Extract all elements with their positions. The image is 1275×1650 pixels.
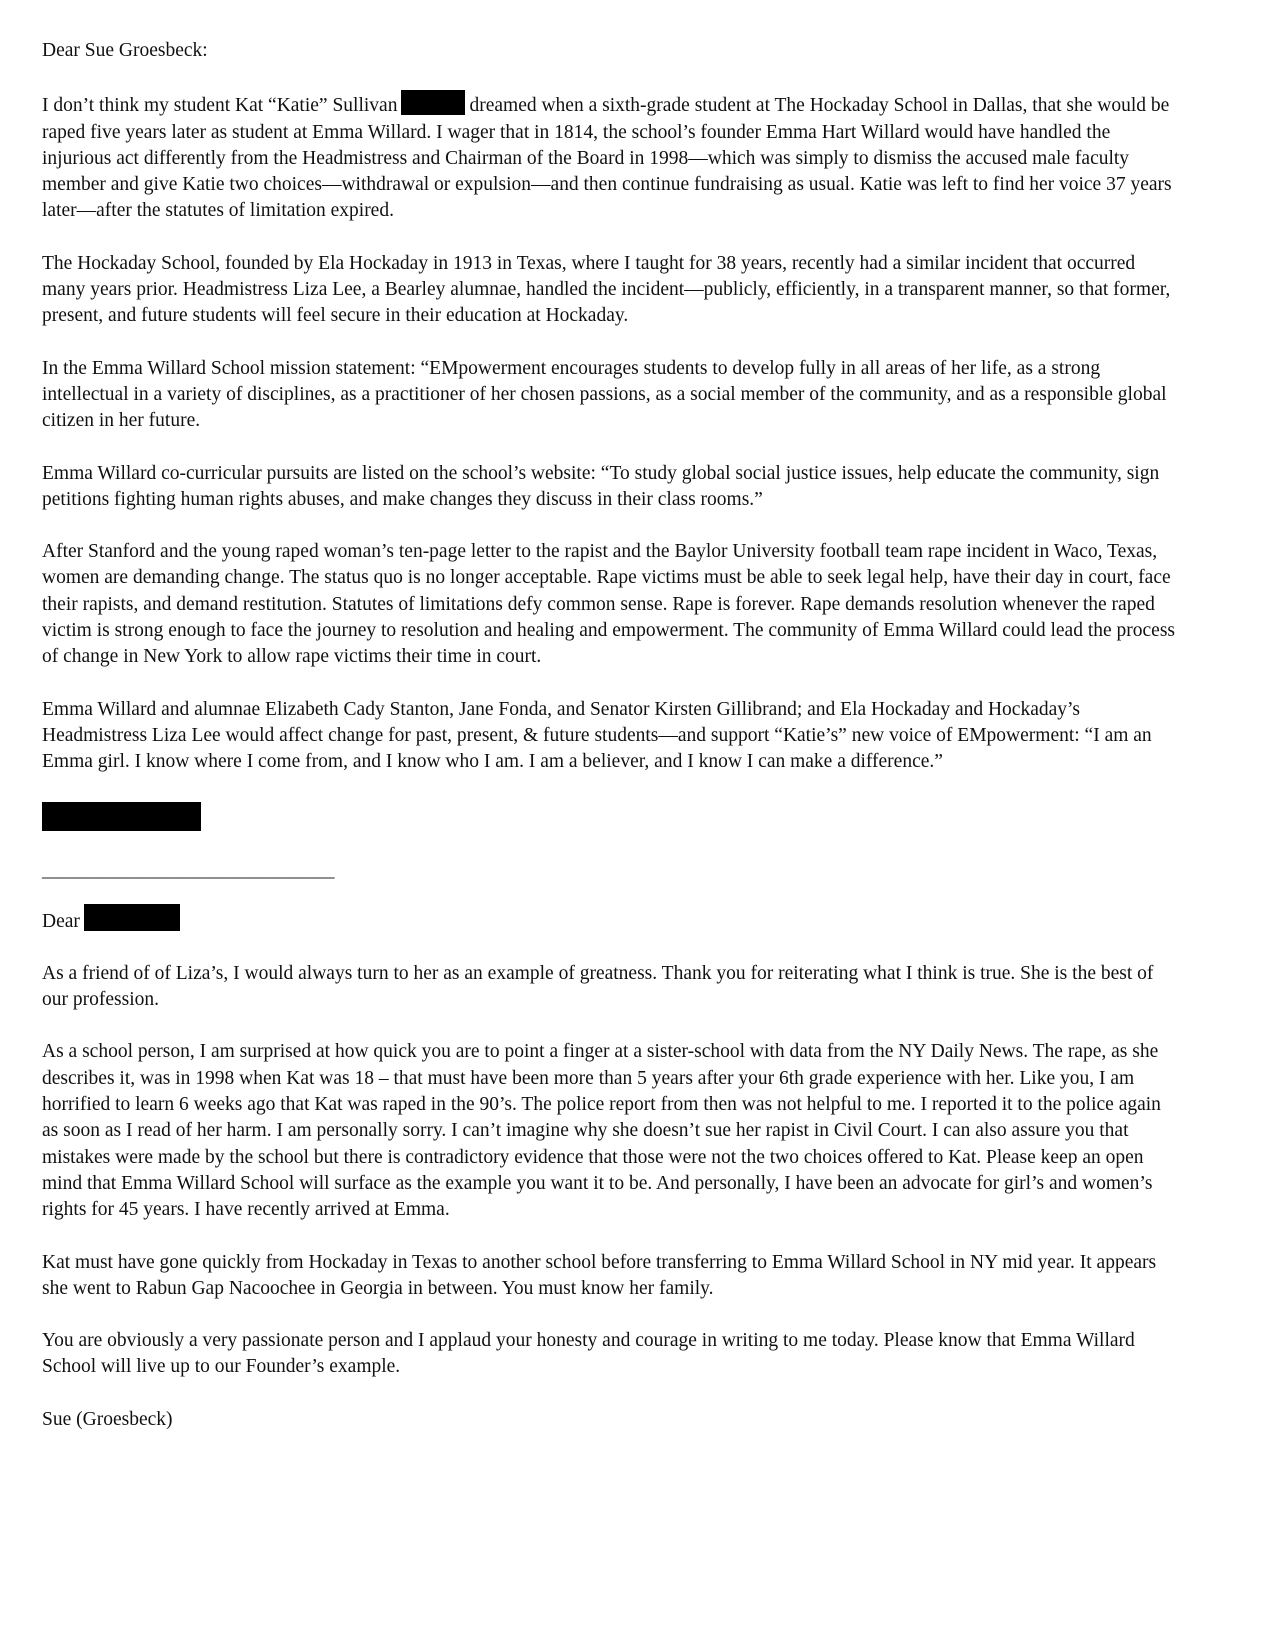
letter1-p1-before-redaction: I don’t think my student Kat “Katie” Sullivan bbox=[42, 95, 398, 117]
letter1-paragraph-3: In the Emma Willard School mission statement: “EMpowerment encourages students to develop fully in all areas of her life, as a strong intellectual in a variety of disciplines, as a practitioner of her chosen passions, as a social member of the community, and as a responsible global citizen in her future. bbox=[42, 357, 1167, 432]
letter1-paragraph-6: Emma Willard and alumnae Elizabeth Cady Stanton, Jane Fonda, and Senator Kirsten Gillibrand; and Ela Hockaday and Hockaday’s Headmistress Liza Lee would affect change for past, present, & future students—and support “Katie’s” new voice of EMpowerment: “I am an Emma girl. I know where I come from, and I know who I am. I am a believer, and I know I can make a difference.” bbox=[42, 698, 1152, 773]
redacted-name-box bbox=[401, 90, 465, 115]
letter1-paragraph-1 bbox=[42, 90, 1177, 224]
letter1-salutation: Dear Sue Groesbeck: bbox=[42, 40, 208, 61]
letter-divider-line: ______________________________ bbox=[42, 859, 335, 881]
letter1-paragraph-2: The Hockaday School, founded by Ela Hockaday in 1913 in Texas, where I taught for 38 years, recently had a similar incident that occurred many years prior. Headmistress Liza Lee, a Bearley alumnae, handled the incident—publicly, efficiently, in a transparent manner, so that former, present, and future students will feel secure in their education at Hockaday. bbox=[42, 252, 1171, 327]
letter1-p1-after-redaction: dreamed when a sixth-grade student at The Hockaday School in Dallas, that she would be raped five years later as student at Emma Willard. I wager that in 1814, the school’s founder Emma Hart Willard would have handled the injurious act differently from the Headmistress and Chairman of the Board in 1998—which was simply to dismiss the accused male faculty member and give Katie two choices—withdrawal or expulsion—and then continue fundraising as usual. Katie was left to find her voice 37 years later—after the statutes of limitation expired. bbox=[42, 95, 1172, 222]
letter2-salutation bbox=[42, 904, 1177, 935]
document-page bbox=[42, 38, 1177, 1459]
letter1-paragraph-5: After Stanford and the young raped woman’s ten-page letter to the rapist and the Baylor University football team rape incident in Waco, Texas, women are demanding change. The status quo is no longer acceptable. Rape victims must be able to seek legal help, have their day in court, face their rapists, and demand restitution. Statutes of limitations defy common sense. Rape is forever. Rape demands resolution whenever the raped victim is strong enough to face the journey to resolution and healing and empowerment. The community of Emma Willard could lead the process of change in New York to allow rape victims their time in court. bbox=[42, 541, 1175, 668]
letter2-signature: Sue (Groesbeck) bbox=[42, 1408, 173, 1430]
letter2-paragraph-3: Kat must have gone quickly from Hockaday in Texas to another school before transferring to Emma Willard School in NY mid year. It appears she went to Rabun Gap Nacoochee in Georgia in between. You must know her family. bbox=[42, 1251, 1157, 1299]
redacted-signature-box bbox=[42, 802, 201, 831]
letter2-paragraph-4: You are obviously a very passionate person and I applaud your honesty and courage in writing to me today. Please know that Emma Willard School will live up to our Founder’s example. bbox=[42, 1330, 1135, 1378]
redacted-recipient-box bbox=[84, 904, 180, 931]
letter1-paragraph-4: Emma Willard co-curricular pursuits are listed on the school’s website: “To study global social justice issues, help educate the community, sign petitions fighting human rights abuses, and make changes they discuss in their class rooms.” bbox=[42, 462, 1160, 510]
letter2-paragraph-1: As a friend of of Liza’s, I would always turn to her as an example of greatness. Thank you for reiterating what I think is true. She is the best of our profession. bbox=[42, 962, 1154, 1011]
letter2-salutation-text: Dear bbox=[42, 910, 80, 932]
letter2-paragraph-2: As a school person, I am surprised at how quick you are to point a finger at a sister-school with data from the NY Daily News. The rape, as she describes it, was in 1998 when Kat was 18 – that must have been more than 5 years after your 6th grade experience with her. Like you, I am horrified to learn 6 weeks ago that Kat was raped in the 90’s. The police report from then was not helpful to me. I reported it to the police again as soon as I read of her harm. I am personally sorry. I can’t imagine why she doesn’t sue her rapist in Civil Court. I can also assure you that mistakes were made by the school but there is contradictory evidence that those were not the two choices offered to Kat. Please keep an open mind that Emma Willard School will surface as the example you want it to be. And personally, I have been an advocate for girl’s and women’s rights for 45 years. I have recently arrived at Emma. bbox=[42, 1041, 1161, 1221]
